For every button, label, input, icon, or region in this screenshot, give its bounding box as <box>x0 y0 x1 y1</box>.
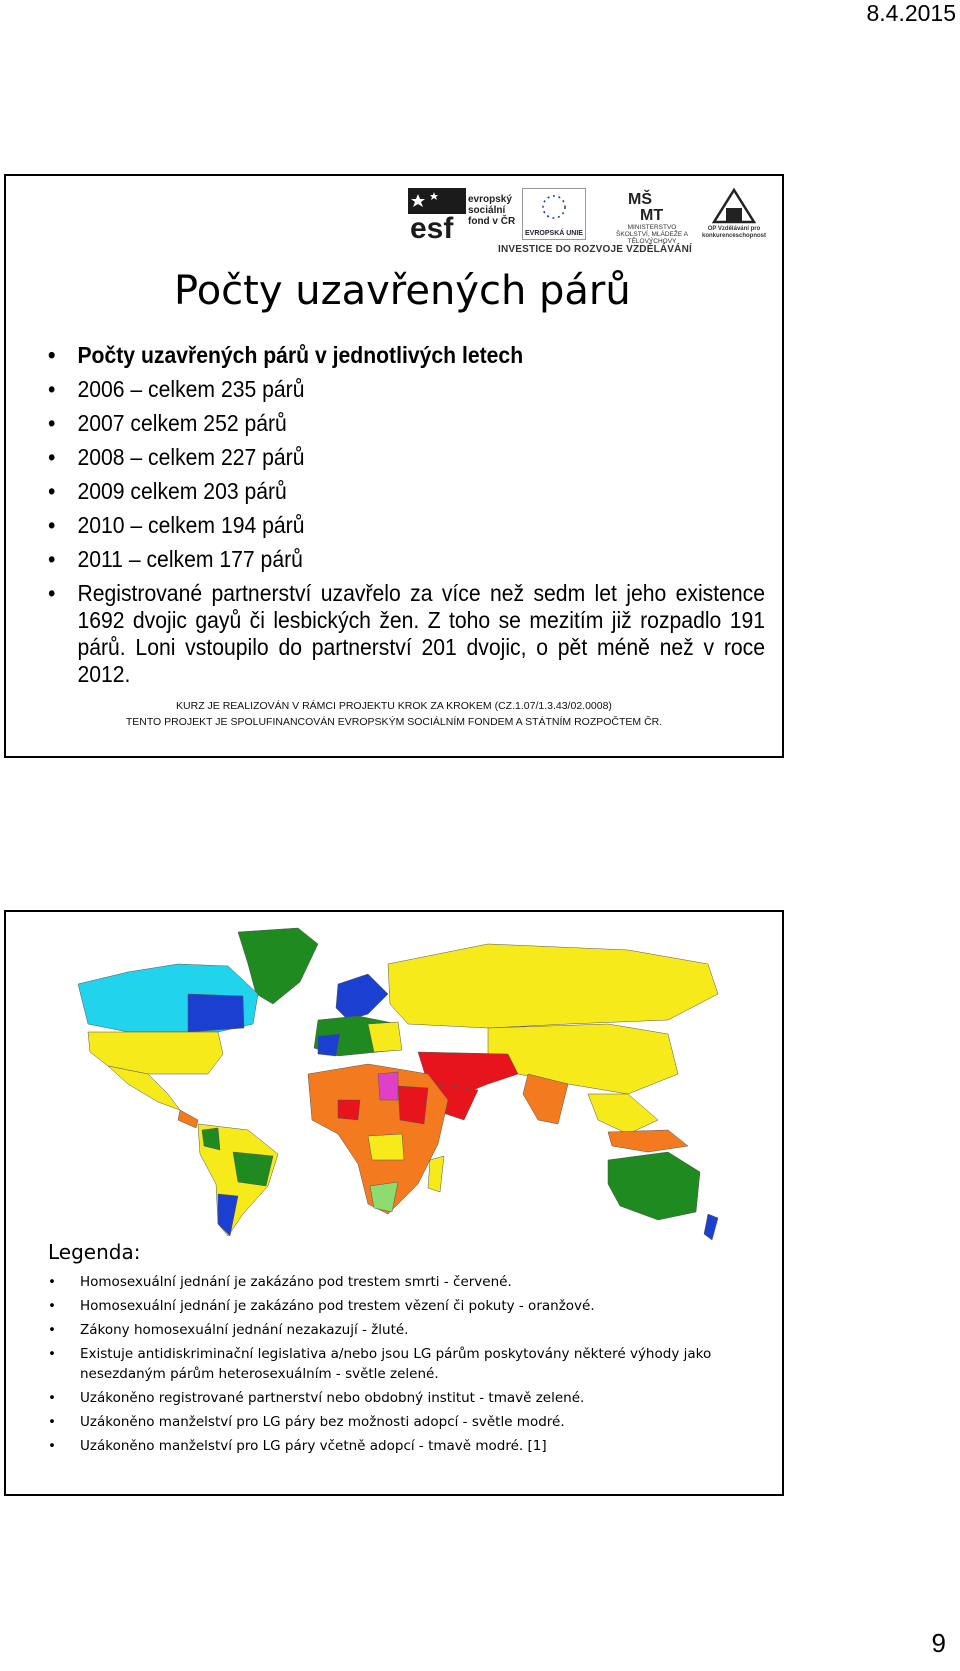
svg-text:MT: MT <box>640 207 664 224</box>
op-mark-icon <box>696 188 772 226</box>
op-logo <box>696 188 772 240</box>
bullet-item: • Počty uzavřených párů v jednotlivých letech <box>48 342 765 369</box>
legend-title: Legenda: <box>48 1240 141 1264</box>
project-footer-line1: KURZ JE REALIZOVÁN V RÁMCI PROJEKTU KROK ZA KROKEM (CZ.1.07/1.3.43/02.0008) <box>176 700 612 712</box>
legend-item: • Uzákoněno manželství pro LG páry bez možnosti adopcí - světle modré. <box>48 1412 748 1432</box>
esf-label: evropský sociální fond v ČR <box>468 194 516 227</box>
bullet-item: • 2011 – celkem 177 párů <box>48 546 765 573</box>
legend-item: • Homosexuální jednání je zakázáno pod trestem vězení či pokuty - oranžové. <box>48 1296 748 1316</box>
msmt-mark-icon <box>614 188 690 224</box>
bullet-item: • 2009 celkem 203 párů <box>48 478 765 505</box>
legend-item: • Uzákoněno manželství pro LG páry včetně adopcí - tmavě modré. [1] <box>48 1436 748 1456</box>
investice-tagline: INVESTICE DO ROZVOJE VZDĚLÁVÁNÍ <box>498 244 693 255</box>
legend-item: • Zákony homosexuální jednání nezakazují - žluté. <box>48 1320 748 1340</box>
legend-item: • Homosexuální jednání je zakázáno pod trestem smrti - červené. <box>48 1272 748 1292</box>
bullet-list <box>48 342 766 695</box>
world-map-image <box>68 924 726 1244</box>
legend-item: • Existuje antidiskriminační legislativa a/nebo jsou LG párům poskytovány některé výhody jako nesezdaným párům heterosexuálním - světle zelené. <box>48 1344 748 1384</box>
esf-logo <box>408 188 520 240</box>
msmt-logo <box>614 188 690 245</box>
page-number: 9 <box>931 1628 946 1658</box>
legend-item: • Uzákoněno registrované partnerství nebo obdobný institut - tmavě zelené. <box>48 1388 748 1408</box>
eu-logo <box>522 188 586 240</box>
legend-list <box>48 1272 748 1460</box>
eu-label: EVROPSKÁ UNIE <box>525 230 583 237</box>
bullet-item: • 2008 – celkem 227 párů <box>48 444 765 471</box>
bullet-item: • 2010 – celkem 194 párů <box>48 512 765 539</box>
msmt-label: MINISTERSTVO ŠKOLSTVÍ, MLÁDEŽE A TĚLOVÝCHOVY <box>616 224 688 245</box>
bullet-item: • 2007 celkem 252 párů <box>48 410 765 437</box>
bullet-item: • Registrované partnerství uzavřelo za více než sedm let jeho existence 1692 dvojic gayů či lesbických žen. Z toho se mezitím již rozpadlo 191 párů. Loni vstoupilo do partnerství 201 dvojic, o pět méně než v roce 2012. <box>48 580 765 688</box>
bullet-item: • 2006 – celkem 235 párů <box>48 376 765 403</box>
esf-mark-icon <box>408 188 466 240</box>
eu-flag-icon <box>523 189 585 229</box>
logo-strip <box>406 186 776 256</box>
svg-text:MŠ: MŠ <box>628 191 652 208</box>
slide-counts <box>4 174 784 758</box>
op-label: OP Vzdělávání pro konkurenceschopnost <box>701 226 766 239</box>
project-footer-line2: TENTO PROJEKT JE SPOLUFINANCOVÁN EVROPSKÝM SOCIÁLNÍM FONDEM A STÁTNÍM ROZPOČTEM ČR. <box>125 716 663 728</box>
page-date: 8.4.2015 <box>866 0 956 26</box>
slide-map <box>4 910 784 1496</box>
slide-title: Počty uzavřených párů <box>174 268 631 314</box>
svg-text:esf: esf <box>410 212 454 240</box>
